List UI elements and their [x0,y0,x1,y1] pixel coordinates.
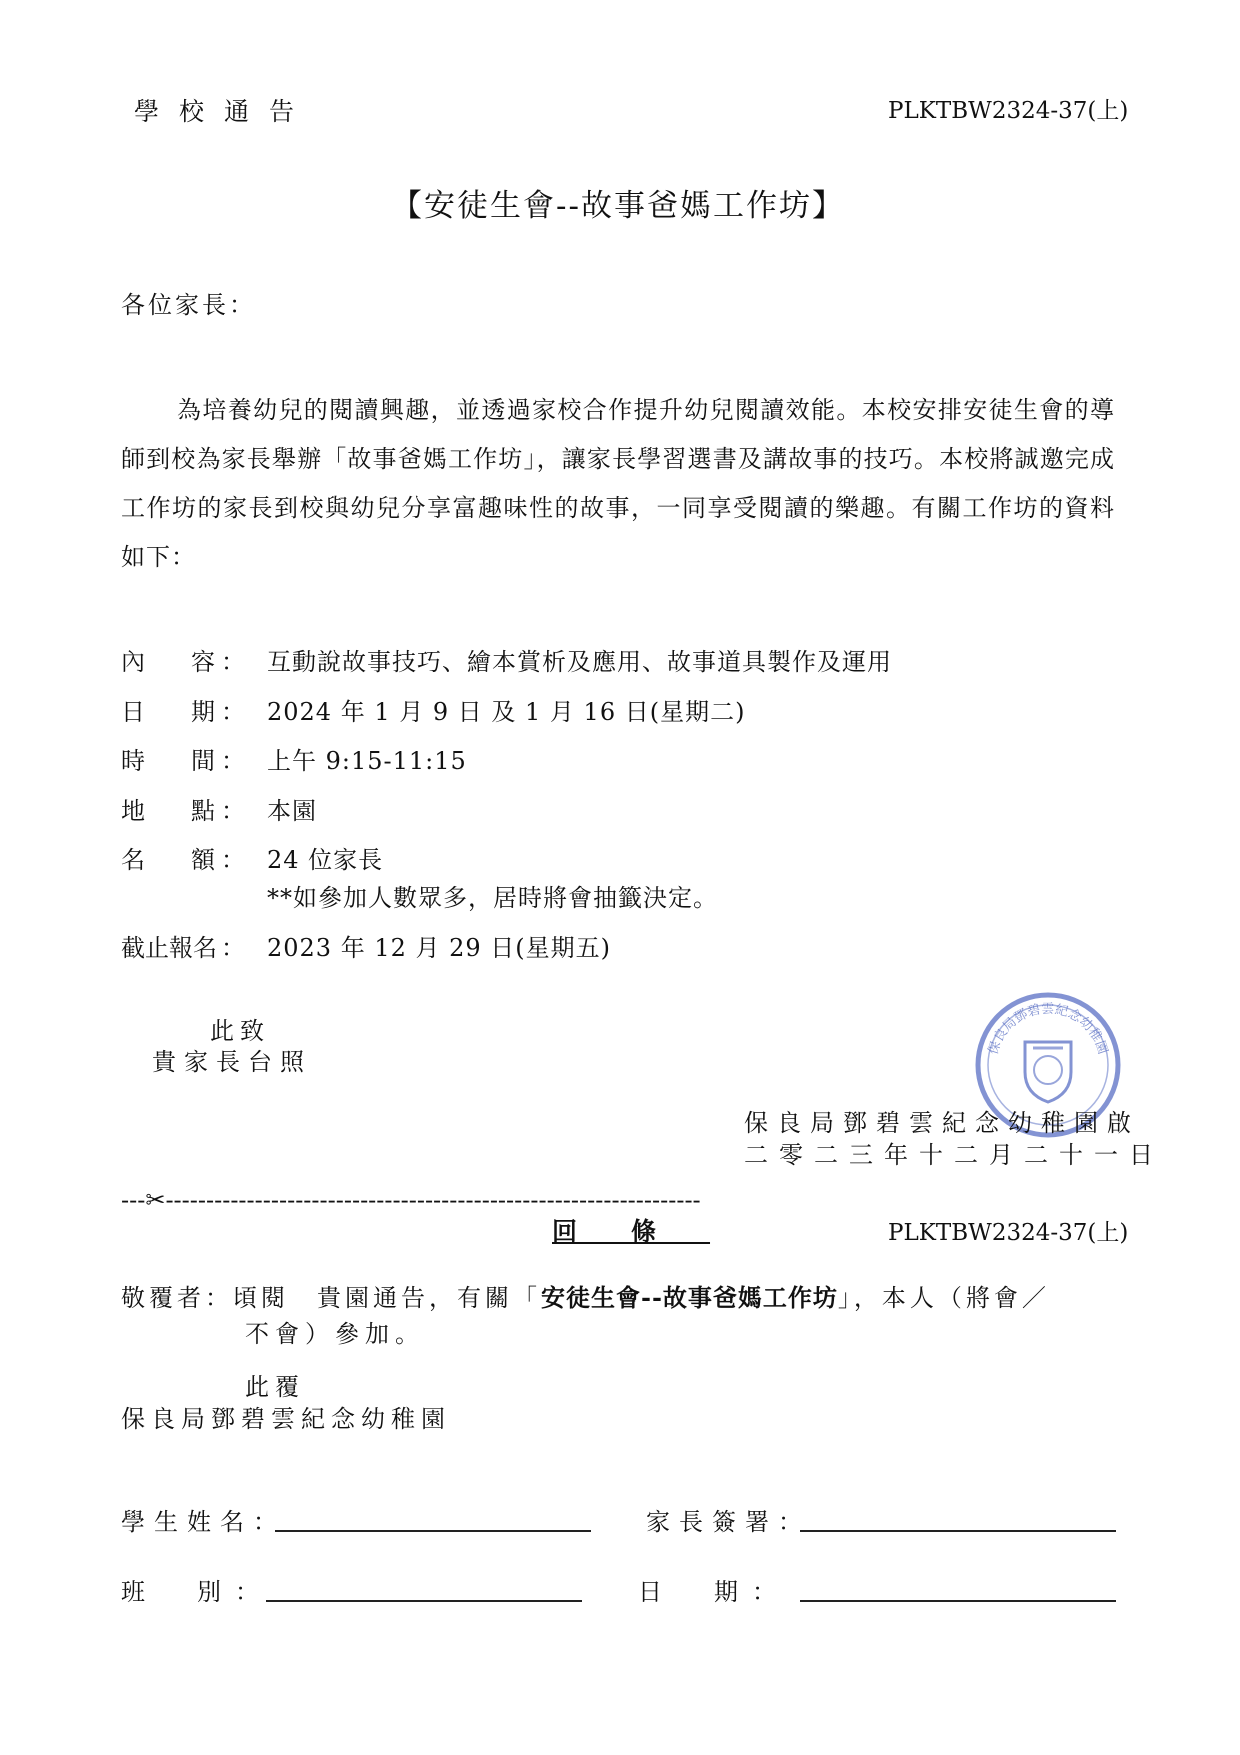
detail-value-time: 上午 9:15-11:15 [267,747,467,775]
issue-date: 二零二三年十二月二十一日 [744,1141,1164,1169]
reply-closing: 此覆 [245,1373,305,1401]
respondent-label: 敬覆者： [121,1284,233,1312]
date-field[interactable] [800,1600,1116,1602]
parent-signature-label: 家長簽署： [646,1508,811,1536]
reply-workshop-name: 安徒生會--故事爸媽工作坊 [541,1283,838,1312]
issuer-name: 保良局鄧碧雲紀念幼稚園啟 [744,1109,1140,1137]
intro-paragraph [121,386,1115,582]
parent-signature-field[interactable] [800,1530,1116,1532]
closing-line-1: 此致 [210,1017,270,1045]
detail-value-venue: 本園 [267,797,317,825]
class-field[interactable] [266,1600,582,1602]
detail-value-deadline: 2023 年 12 月 29 日(星期五) [267,934,612,962]
reply-text-2: 」，本人（將會／ [837,1284,1050,1312]
detail-label-deadline: 截止報名 ： [121,934,245,962]
detail-value-date: 2024 年 1 月 9 日 及 1 月 16 日(星期二) [267,698,746,726]
detail-quota-note: **如參加人數眾多，居時將會抽籤決定。 [267,884,718,912]
reply-statement-line-1 [121,1278,1050,1313]
salutation: 各位家長： [121,291,256,319]
reply-slip-reference: PLKTBW2324-37(上) [888,1220,1129,1246]
notice-reference: PLKTBW2324-37(上) [888,98,1129,124]
class-label: 班 別： [121,1578,273,1606]
detail-label-content: 內容 ： [121,648,245,676]
cut-line: ---✂------------------------------------------------------------------ [121,1186,701,1214]
detail-value-quota: 24 位家長 [267,846,384,874]
detail-label-venue: 地點 ： [121,797,245,825]
seal-text: 保良局鄧碧雲紀念幼稚園 [986,1001,1110,1057]
detail-label-quota: 名額 ： [121,846,245,874]
student-name-field[interactable] [275,1530,591,1532]
reply-slip-title: 回條 [552,1217,711,1246]
intro-text: 為培養幼兒的閱讀興趣，並透過家校合作提升幼兒閱讀效能。本校安排安徒生會的導師到校為家長舉辦「故事爸媽工作坊」，讓家長學習選書及講故事的技巧。本校將誠邀完成工作坊的家長到校與幼兒分享富趣味性的故事，一同享受閱讀的樂趣。有關工作坊的資料如下： [121,396,1115,571]
detail-label-time: 時間 ： [121,747,245,775]
reply-text-1: 頃閱 貴園通告，有關「 [233,1284,541,1312]
closing-line-2: 貴家長台照 [152,1048,312,1076]
notice-type-title: 學校通告 [134,97,315,126]
reply-recipient: 保良局鄧碧雲紀念幼稚園 [121,1405,451,1433]
student-name-label: 學生姓名： [121,1508,286,1536]
page-title: 【安徒生會--故事爸媽工作坊】 [391,188,845,224]
date-label: 日 期： [638,1578,790,1606]
detail-label-date: 日期 ： [121,698,245,726]
detail-value-content: 互動說故事技巧、繪本賞析及應用、故事道具製作及運用 [267,648,892,676]
reply-statement-line-2: 不會）參加。 [245,1320,425,1348]
